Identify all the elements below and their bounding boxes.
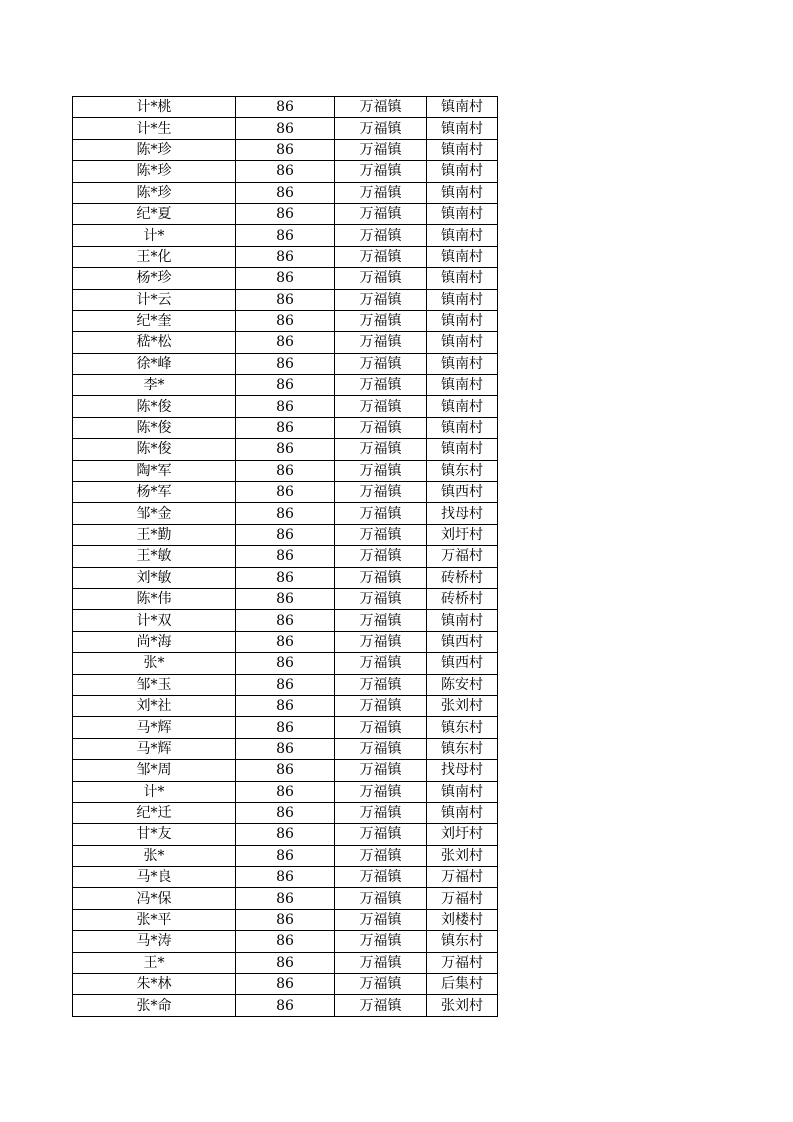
- village-cell: 镇西村: [427, 653, 498, 674]
- table-row: [73, 695, 498, 716]
- age-cell: 86: [236, 867, 335, 888]
- village-cell: 镇南村: [427, 225, 498, 246]
- age-cell: 86: [236, 631, 335, 652]
- name-cell: 嵇*松: [73, 332, 236, 353]
- name-cell: 尚*海: [73, 631, 236, 652]
- table-row: [73, 161, 498, 182]
- village-cell: 镇南村: [427, 161, 498, 182]
- name-cell: 纪*奎: [73, 310, 236, 331]
- name-cell: 纪*迁: [73, 802, 236, 823]
- name-cell: 计*: [73, 781, 236, 802]
- name-cell: 纪*夏: [73, 203, 236, 224]
- town-cell: 万福镇: [335, 781, 427, 802]
- table-row: [73, 931, 498, 952]
- name-cell: 马*辉: [73, 717, 236, 738]
- age-cell: 86: [236, 246, 335, 267]
- town-cell: 万福镇: [335, 503, 427, 524]
- name-cell: 邹*玉: [73, 674, 236, 695]
- age-cell: 86: [236, 974, 335, 995]
- town-cell: 万福镇: [335, 717, 427, 738]
- town-cell: 万福镇: [335, 182, 427, 203]
- village-cell: 万福村: [427, 867, 498, 888]
- age-cell: 86: [236, 695, 335, 716]
- town-cell: 万福镇: [335, 310, 427, 331]
- table-row: [73, 995, 498, 1016]
- town-cell: 万福镇: [335, 909, 427, 930]
- table-row: [73, 867, 498, 888]
- town-cell: 万福镇: [335, 289, 427, 310]
- village-cell: 镇东村: [427, 460, 498, 481]
- town-cell: 万福镇: [335, 546, 427, 567]
- village-cell: 张刘村: [427, 845, 498, 866]
- name-cell: 计*双: [73, 610, 236, 631]
- village-cell: 镇西村: [427, 482, 498, 503]
- village-cell: 镇南村: [427, 332, 498, 353]
- village-cell: 镇南村: [427, 610, 498, 631]
- town-cell: 万福镇: [335, 631, 427, 652]
- age-cell: 86: [236, 760, 335, 781]
- town-cell: 万福镇: [335, 802, 427, 823]
- table-row: [73, 97, 498, 118]
- age-cell: 86: [236, 674, 335, 695]
- table-row: [73, 567, 498, 588]
- town-cell: 万福镇: [335, 738, 427, 759]
- data-table: [72, 96, 498, 1017]
- age-cell: 86: [236, 653, 335, 674]
- village-cell: 镇南村: [427, 781, 498, 802]
- town-cell: 万福镇: [335, 375, 427, 396]
- name-cell: 杨*珍: [73, 268, 236, 289]
- town-cell: 万福镇: [335, 588, 427, 609]
- name-cell: 王*: [73, 952, 236, 973]
- table-row: [73, 310, 498, 331]
- age-cell: 86: [236, 203, 335, 224]
- village-cell: 镇东村: [427, 717, 498, 738]
- town-cell: 万福镇: [335, 653, 427, 674]
- village-cell: 镇南村: [427, 310, 498, 331]
- age-cell: 86: [236, 738, 335, 759]
- town-cell: 万福镇: [335, 867, 427, 888]
- town-cell: 万福镇: [335, 995, 427, 1016]
- name-cell: 张*: [73, 845, 236, 866]
- age-cell: 86: [236, 546, 335, 567]
- village-cell: 万福村: [427, 952, 498, 973]
- age-cell: 86: [236, 781, 335, 802]
- table-body: [73, 97, 498, 1017]
- town-cell: 万福镇: [335, 824, 427, 845]
- age-cell: 86: [236, 332, 335, 353]
- village-cell: 后集村: [427, 974, 498, 995]
- name-cell: 邹*周: [73, 760, 236, 781]
- name-cell: 陈*珍: [73, 139, 236, 160]
- table-row: [73, 974, 498, 995]
- table-row: [73, 460, 498, 481]
- name-cell: 王*敏: [73, 546, 236, 567]
- age-cell: 86: [236, 588, 335, 609]
- town-cell: 万福镇: [335, 118, 427, 139]
- name-cell: 张*: [73, 653, 236, 674]
- table-row: [73, 503, 498, 524]
- name-cell: 刘*社: [73, 695, 236, 716]
- table-row: [73, 610, 498, 631]
- table-row: [73, 738, 498, 759]
- table-row: [73, 482, 498, 503]
- age-cell: 86: [236, 460, 335, 481]
- village-cell: 镇南村: [427, 375, 498, 396]
- table-row: [73, 888, 498, 909]
- village-cell: 找母村: [427, 760, 498, 781]
- village-cell: 万福村: [427, 546, 498, 567]
- age-cell: 86: [236, 97, 335, 118]
- table-row: [73, 674, 498, 695]
- table-row: [73, 118, 498, 139]
- village-cell: 砖桥村: [427, 567, 498, 588]
- town-cell: 万福镇: [335, 952, 427, 973]
- table-row: [73, 588, 498, 609]
- town-cell: 万福镇: [335, 524, 427, 545]
- table-row: [73, 546, 498, 567]
- village-cell: 镇南村: [427, 182, 498, 203]
- name-cell: 计*云: [73, 289, 236, 310]
- age-cell: 86: [236, 417, 335, 438]
- village-cell: 镇南村: [427, 802, 498, 823]
- table-row: [73, 396, 498, 417]
- town-cell: 万福镇: [335, 482, 427, 503]
- age-cell: 86: [236, 353, 335, 374]
- table-row: [73, 781, 498, 802]
- age-cell: 86: [236, 717, 335, 738]
- town-cell: 万福镇: [335, 139, 427, 160]
- age-cell: 86: [236, 824, 335, 845]
- name-cell: 马*涛: [73, 931, 236, 952]
- town-cell: 万福镇: [335, 674, 427, 695]
- age-cell: 86: [236, 396, 335, 417]
- village-cell: 张刘村: [427, 995, 498, 1016]
- name-cell: 陈*珍: [73, 161, 236, 182]
- town-cell: 万福镇: [335, 97, 427, 118]
- name-cell: 马*良: [73, 867, 236, 888]
- table-row: [73, 717, 498, 738]
- name-cell: 甘*友: [73, 824, 236, 845]
- name-cell: 张*命: [73, 995, 236, 1016]
- town-cell: 万福镇: [335, 268, 427, 289]
- town-cell: 万福镇: [335, 460, 427, 481]
- age-cell: 86: [236, 439, 335, 460]
- age-cell: 86: [236, 503, 335, 524]
- table-row: [73, 332, 498, 353]
- age-cell: 86: [236, 289, 335, 310]
- town-cell: 万福镇: [335, 246, 427, 267]
- village-cell: 陈安村: [427, 674, 498, 695]
- table-row: [73, 653, 498, 674]
- table-row: [73, 524, 498, 545]
- village-cell: 砖桥村: [427, 588, 498, 609]
- name-cell: 邹*金: [73, 503, 236, 524]
- age-cell: 86: [236, 118, 335, 139]
- town-cell: 万福镇: [335, 332, 427, 353]
- age-cell: 86: [236, 482, 335, 503]
- village-cell: 刘圩村: [427, 824, 498, 845]
- name-cell: 陈*俊: [73, 396, 236, 417]
- village-cell: 镇南村: [427, 118, 498, 139]
- village-cell: 镇南村: [427, 203, 498, 224]
- village-cell: 镇西村: [427, 631, 498, 652]
- town-cell: 万福镇: [335, 417, 427, 438]
- table-row: [73, 375, 498, 396]
- name-cell: 陈*伟: [73, 588, 236, 609]
- town-cell: 万福镇: [335, 695, 427, 716]
- town-cell: 万福镇: [335, 203, 427, 224]
- name-cell: 马*辉: [73, 738, 236, 759]
- table-row: [73, 225, 498, 246]
- name-cell: 计*桃: [73, 97, 236, 118]
- age-cell: 86: [236, 995, 335, 1016]
- table-row: [73, 203, 498, 224]
- village-cell: 镇南村: [427, 268, 498, 289]
- age-cell: 86: [236, 931, 335, 952]
- village-cell: 刘圩村: [427, 524, 498, 545]
- age-cell: 86: [236, 139, 335, 160]
- table-row: [73, 824, 498, 845]
- name-cell: 陶*军: [73, 460, 236, 481]
- age-cell: 86: [236, 182, 335, 203]
- town-cell: 万福镇: [335, 845, 427, 866]
- table-row: [73, 353, 498, 374]
- village-cell: 镇南村: [427, 97, 498, 118]
- age-cell: 86: [236, 610, 335, 631]
- town-cell: 万福镇: [335, 567, 427, 588]
- name-cell: 计*: [73, 225, 236, 246]
- village-cell: 镇南村: [427, 417, 498, 438]
- table-row: [73, 760, 498, 781]
- village-cell: 刘楼村: [427, 909, 498, 930]
- table-row: [73, 845, 498, 866]
- town-cell: 万福镇: [335, 353, 427, 374]
- town-cell: 万福镇: [335, 439, 427, 460]
- table-row: [73, 417, 498, 438]
- town-cell: 万福镇: [335, 161, 427, 182]
- name-cell: 徐*峰: [73, 353, 236, 374]
- name-cell: 李*: [73, 375, 236, 396]
- name-cell: 计*生: [73, 118, 236, 139]
- village-cell: 镇南村: [427, 139, 498, 160]
- age-cell: 86: [236, 268, 335, 289]
- name-cell: 陈*俊: [73, 417, 236, 438]
- name-cell: 张*平: [73, 909, 236, 930]
- village-cell: 镇南村: [427, 289, 498, 310]
- age-cell: 86: [236, 161, 335, 182]
- village-cell: 镇南村: [427, 439, 498, 460]
- age-cell: 86: [236, 909, 335, 930]
- town-cell: 万福镇: [335, 888, 427, 909]
- town-cell: 万福镇: [335, 760, 427, 781]
- table-row: [73, 952, 498, 973]
- name-cell: 陈*珍: [73, 182, 236, 203]
- village-cell: 镇南村: [427, 353, 498, 374]
- age-cell: 86: [236, 888, 335, 909]
- village-cell: 万福村: [427, 888, 498, 909]
- name-cell: 朱*林: [73, 974, 236, 995]
- table-row: [73, 289, 498, 310]
- table-row: [73, 802, 498, 823]
- age-cell: 86: [236, 952, 335, 973]
- village-cell: 镇南村: [427, 396, 498, 417]
- village-cell: 找母村: [427, 503, 498, 524]
- name-cell: 王*化: [73, 246, 236, 267]
- name-cell: 陈*俊: [73, 439, 236, 460]
- town-cell: 万福镇: [335, 396, 427, 417]
- town-cell: 万福镇: [335, 610, 427, 631]
- age-cell: 86: [236, 225, 335, 246]
- age-cell: 86: [236, 375, 335, 396]
- table-row: [73, 182, 498, 203]
- table-row: [73, 439, 498, 460]
- age-cell: 86: [236, 845, 335, 866]
- age-cell: 86: [236, 310, 335, 331]
- name-cell: 刘*敏: [73, 567, 236, 588]
- table-row: [73, 246, 498, 267]
- name-cell: 冯*保: [73, 888, 236, 909]
- village-cell: 张刘村: [427, 695, 498, 716]
- name-cell: 杨*军: [73, 482, 236, 503]
- village-cell: 镇东村: [427, 738, 498, 759]
- table-row: [73, 139, 498, 160]
- table-row: [73, 631, 498, 652]
- village-cell: 镇东村: [427, 931, 498, 952]
- table-row: [73, 909, 498, 930]
- table-row: [73, 268, 498, 289]
- town-cell: 万福镇: [335, 225, 427, 246]
- village-cell: 镇南村: [427, 246, 498, 267]
- age-cell: 86: [236, 524, 335, 545]
- name-cell: 王*勤: [73, 524, 236, 545]
- age-cell: 86: [236, 567, 335, 588]
- town-cell: 万福镇: [335, 931, 427, 952]
- town-cell: 万福镇: [335, 974, 427, 995]
- age-cell: 86: [236, 802, 335, 823]
